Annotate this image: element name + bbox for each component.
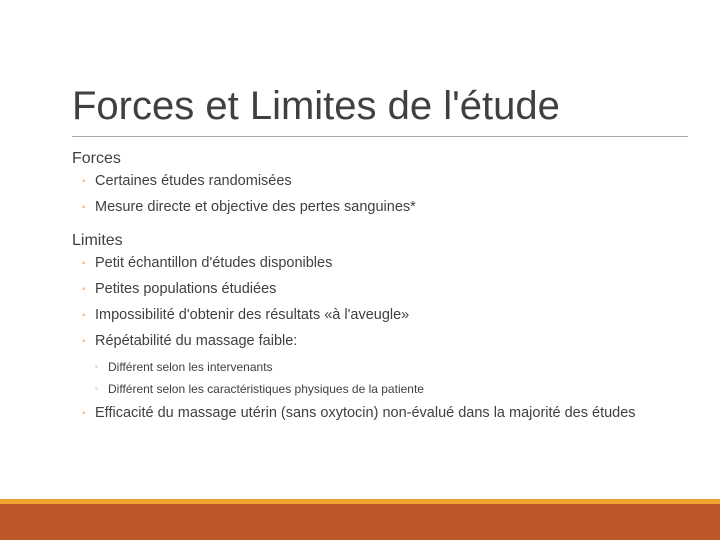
list-item-text: Répétabilité du massage faible: <box>95 333 298 349</box>
list-item <box>72 172 672 190</box>
list-item-text: Efficacité du massage utérin (sans oxytocin) non-évalué dans la majorité des études <box>95 405 636 421</box>
sub-list-item-text: Différent selon les caractéristiques physiques de la patiente <box>108 382 424 396</box>
circle-bullet-icon: ◦ <box>95 362 98 371</box>
limites-heading: Limites <box>72 232 123 249</box>
circle-bullet-icon: ◦ <box>82 408 86 419</box>
circle-bullet-icon: ◦ <box>82 258 86 269</box>
list-item-text: Certaines études randomisées <box>95 173 292 189</box>
list-item <box>72 280 672 298</box>
list-item-text: Petites populations étudiées <box>95 281 277 297</box>
footer-band <box>0 504 720 540</box>
title-divider <box>72 136 688 137</box>
sub-list <box>95 360 672 396</box>
circle-bullet-icon: ◦ <box>82 336 86 347</box>
list-item-text: Petit échantillon d'études disponibles <box>95 255 333 271</box>
list-item <box>72 332 672 396</box>
forces-list <box>72 172 672 216</box>
forces-heading: Forces <box>72 150 121 167</box>
limites-list <box>72 254 672 422</box>
slide-title: Forces et Limites de l'étude <box>72 84 560 128</box>
slide-content <box>72 148 672 430</box>
list-item <box>72 306 672 324</box>
circle-bullet-icon: ◦ <box>82 202 86 213</box>
circle-bullet-icon: ◦ <box>82 284 86 295</box>
sub-list-item <box>95 360 672 374</box>
circle-bullet-icon: ◦ <box>82 310 86 321</box>
sub-list-item <box>95 382 672 396</box>
list-item <box>72 198 672 216</box>
list-item <box>72 254 672 272</box>
list-item-text: Mesure directe et objective des pertes sanguines* <box>95 199 416 215</box>
circle-bullet-icon: ◦ <box>95 384 98 393</box>
list-item-text: Impossibilité d'obtenir des résultats «à l'aveugle» <box>95 307 410 323</box>
circle-bullet-icon: ◦ <box>82 176 86 187</box>
sub-list-item-text: Différent selon les intervenants <box>108 360 273 374</box>
list-item <box>72 404 672 422</box>
